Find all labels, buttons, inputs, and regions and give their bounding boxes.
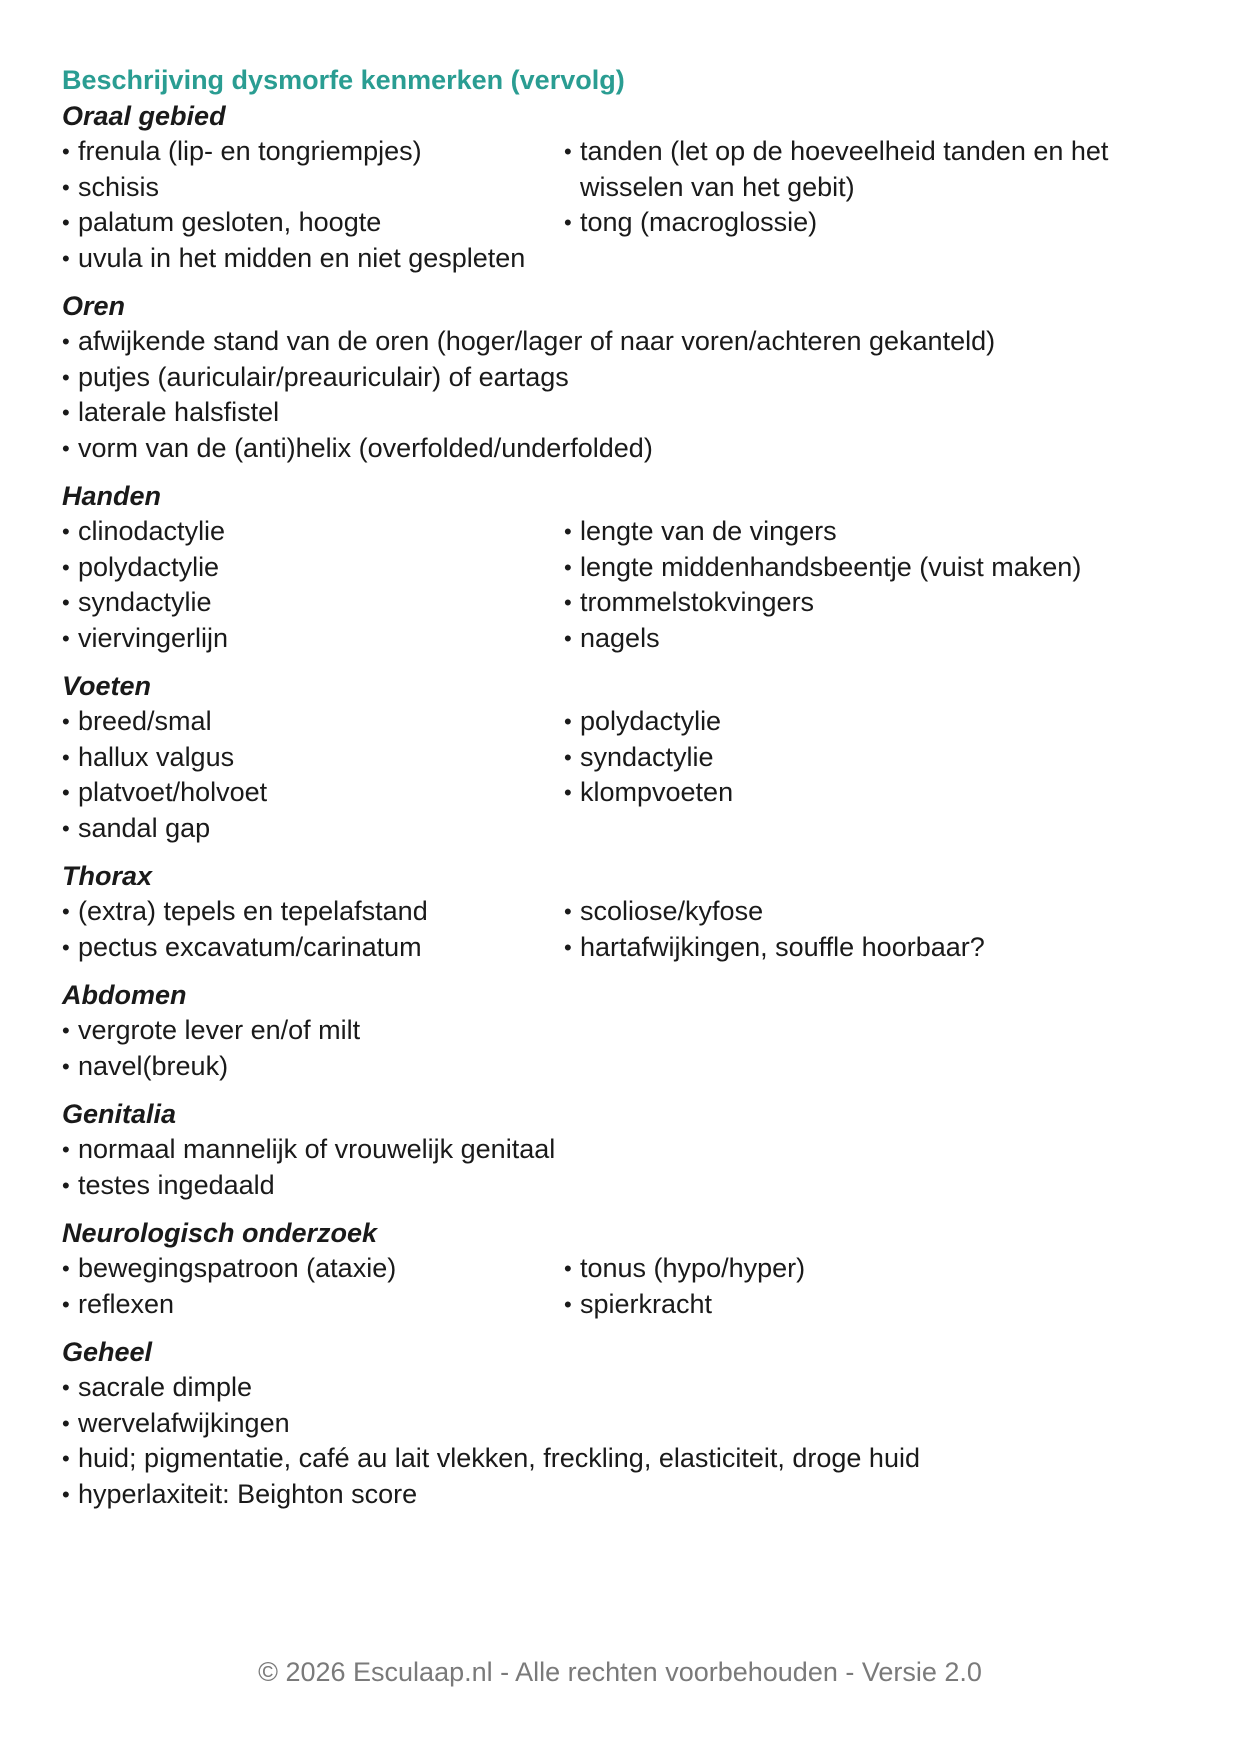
footer-copyright: © 2026 Esculaap.nl - Alle rechten voorbehouden - Versie 2.0	[258, 1657, 982, 1687]
bullet-item: • sacrale dimple	[62, 1370, 1162, 1406]
bullet-item: • hartafwijkingen, souffle hoorbaar?	[564, 930, 1124, 966]
section-heading: Genitalia	[62, 1099, 177, 1129]
bullet-item: • uvula in het midden en niet gespleten	[62, 241, 564, 277]
bullet-columns	[62, 1370, 1182, 1512]
section-heading: Thorax	[62, 861, 153, 891]
bullet-item: • breed/smal	[62, 704, 564, 740]
bullet-item: • scoliose/kyfose	[564, 894, 1124, 930]
section-abdomen	[62, 977, 1182, 1084]
section-thorax	[62, 858, 1182, 965]
section-voeten	[62, 668, 1182, 846]
bullet-item: • testes ingedaald	[62, 1168, 1162, 1204]
bullet-item: • clinodactylie	[62, 514, 564, 550]
bullet-item: • spierkracht	[564, 1287, 1124, 1323]
section-heading: Oraal gebied	[62, 101, 226, 131]
bullet-item: • tong (macroglossie)	[564, 205, 1124, 241]
section-heading: Geheel	[62, 1337, 153, 1367]
section-oren	[62, 288, 1182, 466]
bullet-item: • afwijkende stand van de oren (hoger/lager of naar voren/achteren gekanteld)	[62, 324, 1162, 360]
section-handen	[62, 478, 1182, 656]
bullet-item: • polydactylie	[62, 550, 564, 586]
bullet-item: • bewegingspatroon (ataxie)	[62, 1251, 564, 1287]
bullet-list-right	[564, 514, 1124, 656]
bullet-item: • putjes (auriculair/preauriculair) of eartags	[62, 360, 1162, 396]
bullet-item: • tanden (let op de hoeveelheid tanden en het wisselen van het gebit)	[564, 134, 1124, 205]
document-title: Beschrijving dysmorfe kenmerken (vervolg)	[62, 65, 625, 95]
bullet-item: • vorm van de (anti)helix (overfolded/underfolded)	[62, 431, 1162, 467]
bullet-list-full	[62, 324, 1162, 466]
bullet-list-right	[564, 894, 1124, 965]
bullet-item: • wervelafwijkingen	[62, 1406, 1162, 1442]
bullet-item: • hyperlaxiteit: Beighton score	[62, 1477, 1162, 1513]
bullet-columns	[62, 1013, 1182, 1084]
bullet-list-left	[62, 894, 564, 965]
bullet-columns	[62, 1132, 1182, 1203]
bullet-list-right	[564, 704, 1124, 846]
bullet-item: • sandal gap	[62, 811, 564, 847]
bullet-item: • (extra) tepels en tepelafstand	[62, 894, 564, 930]
section-heading: Abdomen	[62, 980, 187, 1010]
bullet-item: • normaal mannelijk of vrouwelijk genitaal	[62, 1132, 1162, 1168]
bullet-item: • lengte van de vingers	[564, 514, 1124, 550]
bullet-item: • hallux valgus	[62, 740, 564, 776]
document-body	[62, 62, 1182, 1524]
bullet-item: • navel(breuk)	[62, 1049, 1162, 1085]
bullet-item: • tonus (hypo/hyper)	[564, 1251, 1124, 1287]
bullet-list-left	[62, 1251, 564, 1322]
bullet-item: • schisis	[62, 170, 564, 206]
bullet-item: • polydactylie	[564, 704, 1124, 740]
bullet-item: • reflexen	[62, 1287, 564, 1323]
bullet-list-full	[62, 1370, 1162, 1512]
sections-container	[62, 98, 1182, 1512]
bullet-columns	[62, 324, 1182, 466]
bullet-list-left	[62, 514, 564, 656]
section-genitalia	[62, 1096, 1182, 1203]
bullet-columns	[62, 514, 1182, 656]
bullet-item: • palatum gesloten, hoogte	[62, 205, 564, 241]
bullet-item: • trommelstokvingers	[564, 585, 1124, 621]
bullet-item: • lengte middenhandsbeentje (vuist maken)	[564, 550, 1124, 586]
section-neurologisch-onderzoek	[62, 1215, 1182, 1322]
bullet-columns	[62, 1251, 1182, 1322]
bullet-columns	[62, 894, 1182, 965]
bullet-list-right	[564, 1251, 1124, 1322]
bullet-list-left	[62, 704, 564, 846]
section-geheel	[62, 1334, 1182, 1512]
bullet-item: • klompvoeten	[564, 775, 1124, 811]
section-heading: Handen	[62, 481, 162, 511]
section-heading: Neurologisch onderzoek	[62, 1218, 378, 1248]
bullet-list-right	[564, 134, 1124, 276]
bullet-item: • vergrote lever en/of milt	[62, 1013, 1162, 1049]
bullet-item: • frenula (lip- en tongriempjes)	[62, 134, 564, 170]
bullet-columns	[62, 704, 1182, 846]
bullet-item: • platvoet/holvoet	[62, 775, 564, 811]
bullet-item: • laterale halsfistel	[62, 395, 1162, 431]
bullet-list-full	[62, 1132, 1162, 1203]
section-oraal-gebied	[62, 98, 1182, 276]
section-heading: Oren	[62, 291, 126, 321]
bullet-item: • huid; pigmentatie, café au lait vlekken, freckling, elasticiteit, droge huid	[62, 1441, 1162, 1477]
bullet-columns	[62, 134, 1182, 276]
bullet-item: • pectus excavatum/carinatum	[62, 930, 564, 966]
section-heading: Voeten	[62, 671, 152, 701]
bullet-list-full	[62, 1013, 1162, 1084]
bullet-list-left	[62, 134, 564, 276]
bullet-item: • syndactylie	[564, 740, 1124, 776]
bullet-item: • nagels	[564, 621, 1124, 657]
bullet-item: • viervingerlijn	[62, 621, 564, 657]
bullet-item: • syndactylie	[62, 585, 564, 621]
